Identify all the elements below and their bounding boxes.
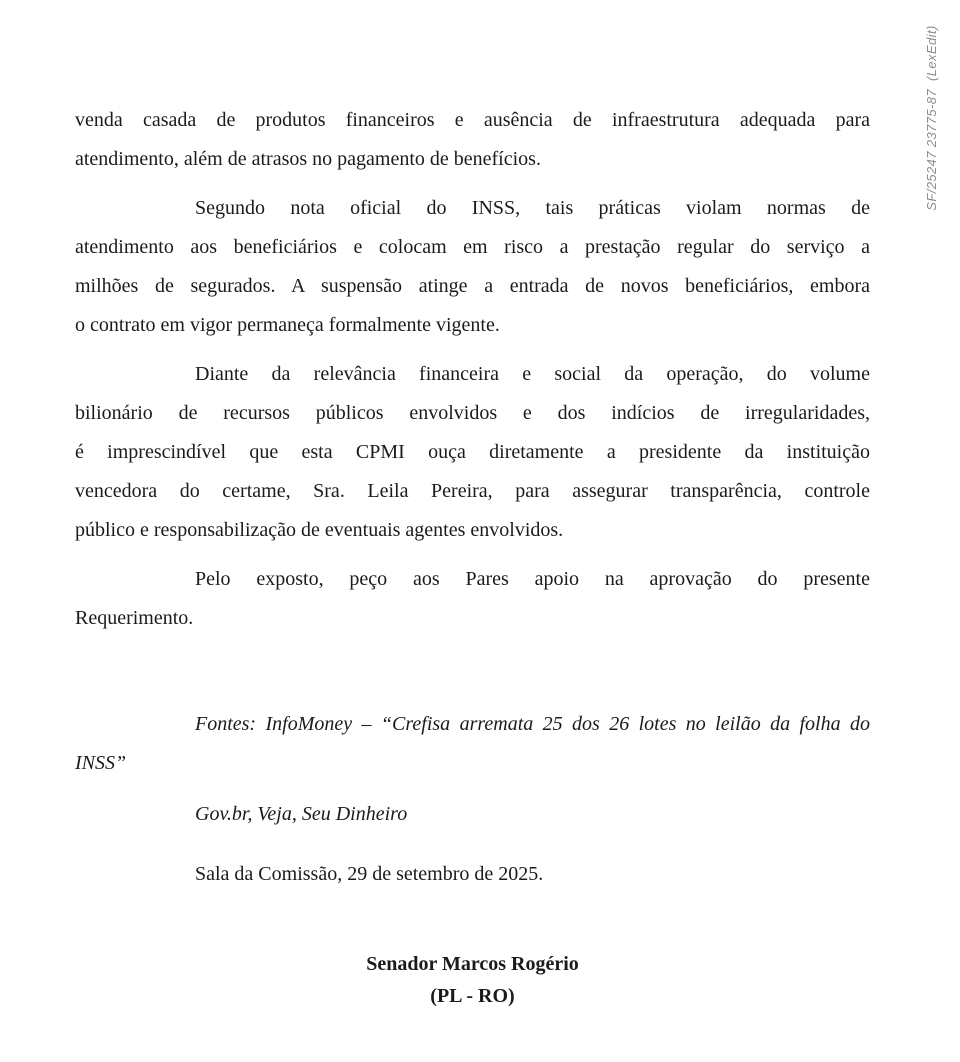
body-line: Pelo exposto, peço aos Pares apoio na aprovação do presente [195, 568, 870, 590]
source-line: Fontes: InfoMoney – “Crefisa arremata 25 dos 26 lotes no leilão da folha do [195, 713, 870, 735]
body-line: público e responsabilização de eventuais agentes envolvidos. [75, 519, 564, 541]
dateline [75, 855, 870, 894]
signature-name: Senador Marcos Rogério [366, 953, 579, 975]
body-line: Segundo nota oficial do INSS, tais práticas violam normas de [195, 197, 870, 219]
source-line: Gov.br, Veja, Seu Dinheiro [195, 803, 408, 825]
body-line: Diante da relevância financeira e social da operação, do volume [195, 363, 870, 385]
body-line: milhões de segurados. A suspensão atinge a entrada de novos beneficiários, embora [75, 275, 870, 297]
signature-block [75, 948, 870, 1012]
body-paragraph [75, 189, 870, 345]
body-line: vencedora do certame, Sra. Leila Pereira, para assegurar transparência, controle [75, 480, 870, 502]
body-paragraph [75, 355, 870, 550]
body-line: Requerimento. [75, 607, 194, 629]
body-paragraph [75, 101, 870, 179]
signature-party: (PL - RO) [430, 985, 515, 1007]
body-line: é imprescindível que esta CPMI ouça diretamente a presidente da instituição [75, 441, 870, 463]
protocol-code-vertical: SF/25247 23775-87 (LexEdit) [924, 25, 939, 211]
body-line: o contrato em vigor permaneça formalmente vigente. [75, 314, 500, 336]
sources-citation [75, 705, 870, 783]
body-line: bilionário de recursos públicos envolvidos e dos indícios de irregularidades, [75, 402, 870, 424]
body-line: venda casada de produtos financeiros e ausência de infraestrutura adequada para [75, 109, 870, 131]
sources-citation [75, 795, 870, 834]
body-line: atendimento, além de atrasos no pagamento de benefícios. [75, 148, 541, 170]
dateline-text: Sala da Comissão, 29 de setembro de 2025. [195, 863, 544, 885]
source-line: INSS” [75, 752, 127, 774]
body-line: atendimento aos beneficiários e colocam em risco a prestação regular do serviço a [75, 236, 870, 258]
body-paragraph [75, 560, 870, 638]
document-body [75, 101, 870, 1012]
